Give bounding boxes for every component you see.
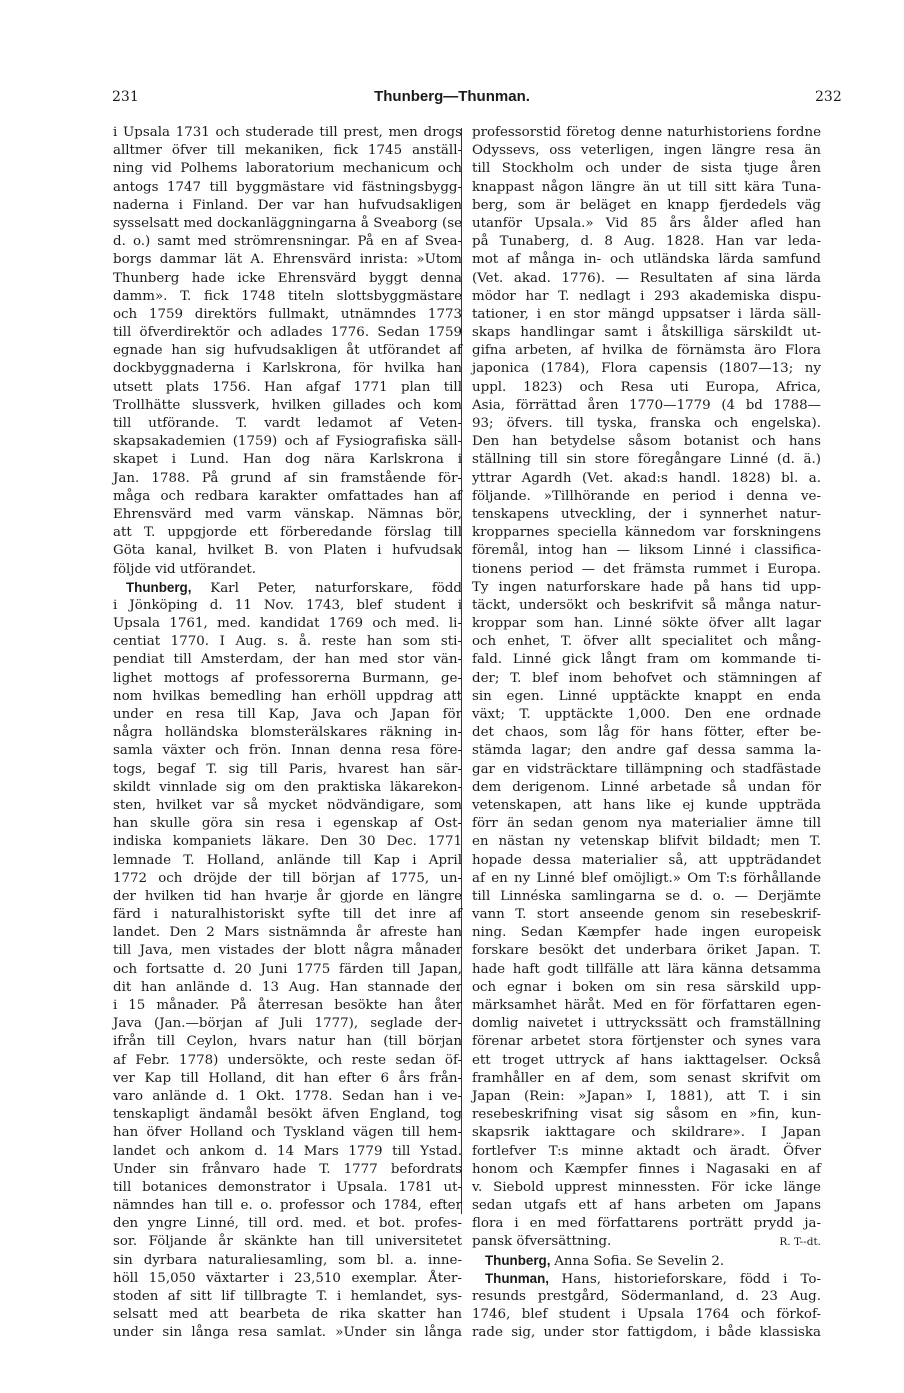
text-line: den yngre Linné, till ord. med. et bot. profes- — [113, 1216, 462, 1232]
text-line: dem derigenom. Linné arbetade så undan för — [472, 779, 821, 795]
text-line: lighet mottogs af professorerna Burmann, ge- — [113, 670, 462, 686]
text-line: nämndes han till e. o. professor och 1784, efter — [113, 1198, 462, 1214]
text-line: och 1759 direktörs fullmakt, utnämndes 1773 — [113, 306, 462, 322]
text-line: mödor har T. nedlagt i 293 akademiska dispu- — [472, 288, 821, 304]
text-line: ställning till sin store föregångare Linné (d. ä.) — [472, 452, 821, 468]
text-line: domlig naivetet i uttryckssätt och framställning — [472, 1016, 821, 1032]
text-line: egnade han sig hufvudsakligen åt utförandet af — [113, 343, 462, 359]
text-line: Ehrensvärd med varm vänskap. Nämnas bör, — [113, 506, 462, 522]
text-line: 1772 och dröjde der till början af 1775, un- — [113, 870, 462, 886]
text-line: och enhet, T. öfver allt specialitet och mång- — [472, 634, 821, 650]
text-line: pendiat till Amsterdam, der han med stor vän- — [113, 652, 462, 668]
text-line: landet och ankom d. 14 Mars 1779 till Ystad. — [113, 1143, 462, 1159]
text-line: föremål, intog han — liksom Linné i classifica- — [472, 543, 821, 559]
entry-text: Anna Sofia. Se Sevelin 2. — [554, 1253, 725, 1269]
text-line: i Upsala 1731 och studerade till prest, men drogs — [113, 125, 462, 140]
text-line: resebeskrifning visat sig såsom en »fin, kun- — [472, 1107, 821, 1123]
text-line: på Tunaberg, d. 8 Aug. 1828. Han var leda- — [472, 234, 821, 250]
text-line: tationer, i en stor mängd uppsatser i lärda säll- — [472, 306, 821, 322]
text-line: under sin långa resa samlat. »Under sin långa — [113, 1325, 462, 1341]
text-line: sedan utgafs ett af hans arbeten om Japans — [472, 1198, 821, 1214]
text-line: (Vet. akad. 1776). — Resultaten af sina lärda — [472, 270, 821, 286]
text-line: d. o.) samt med strömrensningar. På en af Svea- — [113, 234, 462, 250]
text-line: måga och redbara karakter omfattades han af — [113, 488, 462, 504]
text-line: Japan (Rein: »Japan» I, 1881), att T. i sin — [472, 1088, 821, 1104]
text-line: till botanices demonstrator i Upsala. 1781 ut- — [113, 1179, 462, 1195]
text-line: framhåller en af dem, som senast skrifvit om — [472, 1070, 821, 1086]
text-line: ning. Sedan Kæmpfer hade ingen europeisk — [472, 925, 821, 941]
entry-thunberg-karl — [113, 579, 462, 597]
text-line: alltmer öfver till mekaniken, fick 1745 anställ- — [113, 143, 462, 159]
text-line: v. Siebold upprest minnessten. För icke länge — [472, 1179, 821, 1195]
page-number-right: 232 — [815, 89, 842, 105]
text-line: knappast någon längre än ut till sitt kära Tuna- — [472, 179, 821, 195]
text-line: nom hvilkas bemedling han erhöll uppdrag att — [113, 688, 462, 704]
text-line: hopade dessa materialier så, att uppträdandet — [472, 852, 821, 868]
text-line: naderna i Finland. Der var han hufvudsakligen — [113, 197, 462, 213]
text-line: skapsakademien (1759) och af Fysiografiska säll- — [113, 434, 462, 450]
text-line: forskare besökt det underbara öriket Japan. T. — [472, 943, 821, 959]
text-line: Göta kanal, hvilket B. von Platen i hufvudsak — [113, 543, 462, 559]
headword: Thunberg, — [126, 579, 192, 595]
text-line: selsatt med att bearbeta de rika skatter han — [113, 1307, 462, 1323]
text-line: det chaos, som låg för hans fötter, efter be- — [472, 725, 821, 741]
text-line: samla växter och frön. Innan denna resa före- — [113, 743, 462, 759]
text-line: sin dyrbara naturaliesamling, som bl. a. inne- — [113, 1252, 462, 1268]
text-line: mot af många in- och utländska lärda samfund — [472, 252, 821, 268]
text-line: till Java, men vistades der blott några månader — [113, 943, 462, 959]
text-line: tionens period — det främsta rummet i Europa. — [472, 561, 821, 577]
text-line: kroppar som han. Linné sökte öfver allt lagar — [472, 616, 821, 632]
text-line: der; T. blef inom behofvet och stämningen af — [472, 670, 821, 686]
text-line: rade sig, under stor fattigdom, i både klassiska — [472, 1325, 821, 1341]
text-line: till utförande. T. vardt ledamot af Veten- — [113, 416, 462, 431]
text-line: varo anlände d. 1 Okt. 1778. Sedan han i ve- — [113, 1088, 462, 1104]
text-line: togs, begaf T. sig till Paris, hvarest han sär- — [113, 761, 462, 777]
text-line: japonica (1784), Flora capensis (1807—13; ny — [472, 361, 821, 377]
text-line: honom och Kæmpfer finnes i Nagasaki en af — [472, 1161, 821, 1177]
text-line: flora i en med författarens porträtt prydd ja- — [472, 1216, 821, 1232]
text-line: berg, som är beläget en knapp fjerdedels väg — [472, 197, 821, 213]
text-line: ifrån till Ceylon, hvars natur han (till början — [113, 1034, 462, 1050]
text-line: utsett plats 1756. Han afgaf 1771 plan till — [113, 379, 462, 395]
text-line: följande. »Tillhörande en period i denna ve- — [472, 488, 821, 504]
text-line: sin egen. Linné upptäckte knappt en enda — [472, 688, 821, 704]
text-line: Den han betydelse såsom botanist och hans — [472, 434, 821, 450]
text-line: tenskapligt ändamål besökt äfven England, tog — [113, 1107, 462, 1123]
text-line: till Linnéska samlingarna se d. o. — Derjämte — [472, 888, 821, 904]
right-column — [472, 124, 821, 1343]
text-line: han öfver Holland och Tyskland vägen till hem- — [113, 1125, 462, 1141]
text-line: Thunberg hade icke Ehrensvärd byggt denna — [113, 270, 462, 286]
text-line: stämda lagar; den andre gaf dessa samma la- — [472, 743, 821, 759]
text-line: Odyssevs, oss veterligen, ingen längre resa än — [472, 143, 821, 159]
text-line: 1746, blef student i Upsala 1764 och förkof- — [472, 1307, 821, 1323]
entry-text: Karl Peter, naturforskare, född — [191, 580, 462, 596]
text-line: till Stockholm och under de sista tjuge åren — [472, 161, 821, 177]
text-line: förenar arbetet stora förtjenster och synes vara — [472, 1034, 821, 1050]
text-line: Java (Jan.—början af Juli 1777), seglade der- — [113, 1016, 462, 1032]
text-line: några holländska blomsterälskares räkning in- — [113, 725, 462, 741]
text-line: dit han anlände d. 13 Aug. Han stannade der — [113, 979, 462, 995]
text-line: växt; T. upptäckte 1,000. Den ene ordnade — [472, 707, 821, 722]
text-line: Asia, förrättad åren 1770—1779 (4 bd 1788— — [472, 397, 821, 413]
text-line: höll 15,050 växtarter i 23,510 exemplar. Åter- — [113, 1270, 462, 1286]
text-line: indiska kompaniets läkare. Den 30 Dec. 1771 — [113, 834, 462, 850]
entry-thunman — [472, 1270, 821, 1288]
text-line: fortlefver T:s minne aktadt och äradt. Öfver — [472, 1143, 821, 1159]
text-line: färd i naturalhistoriskt syfte till det inre af — [113, 907, 462, 923]
text-line: tenskapens utveckling, der i synnerhet natur- — [472, 506, 821, 522]
text-line: skildt vinnlade sig om den praktiska läkarekon- — [113, 779, 462, 795]
text-line: Trollhätte slussverk, hvilken gillades och kom — [113, 397, 462, 413]
text-line — [472, 1233, 821, 1251]
text-line: uppl. 1823) och Resa uti Europa, Africa, — [472, 379, 821, 395]
text-line: utanför Upsala.» Vid 85 års ålder afled han — [472, 215, 821, 231]
text-line: stoden af sitt lif tillbragte T. i hemlandet, sys- — [113, 1289, 462, 1304]
page-number-left: 231 — [112, 89, 139, 105]
text-line: och fortsatte d. 20 Juni 1775 färden till Japan, — [113, 961, 462, 977]
text-line-body: pansk öfversättning. — [472, 1234, 612, 1250]
text-line: professorstid företog denne naturhistoriens fordne — [472, 125, 821, 140]
author-signature: R. T--dt. — [779, 1236, 821, 1249]
text-line: täckt, undersökt och beskrifvit så många natur- — [472, 597, 821, 613]
headword: Thunman, — [485, 1270, 562, 1286]
text-line: en nästan ny vetenskap blifvit bildadt; men T. — [472, 834, 821, 850]
text-line: ver Kap till Holland, dit han efter 6 års från- — [113, 1070, 462, 1086]
text-line: skapet i Lund. Han dog nära Karlskrona i — [113, 452, 462, 468]
text-line: centiat 1770. I Aug. s. å. reste han som sti- — [113, 634, 462, 650]
text-line: skapsrik iakttagare och skildrare». I Japan — [472, 1125, 821, 1141]
text-line: han skulle göra sin resa i egenskap af Ost- — [113, 816, 462, 832]
text-line: sysselsatt med dockanläggningarna å Sveaborg (se — [113, 215, 462, 231]
text-line: der hvilken tid han hvarje år gjorde en längre — [113, 888, 462, 904]
text-line: förr än sedan genom nya materialier ämne till — [472, 816, 821, 832]
text-line: i 15 månader. På återresan besökte han åter — [113, 998, 462, 1013]
text-line: sten, hvilket var så mycket nödvändigare, som — [113, 797, 462, 813]
text-line: och egnar i boken om sin resa särskild upp- — [472, 979, 821, 995]
text-line: resunds prestgård, Södermanland, d. 23 Aug. — [472, 1289, 821, 1304]
text-line: ning vid Polhems laboratorium mechanicum och — [113, 161, 462, 177]
text-line: antogs 1747 till byggmästare vid fästningsbygg- — [113, 179, 462, 195]
text-line: vann T. stort anseende genom sin resebeskrif- — [472, 907, 821, 923]
headword: Thunberg, — [485, 1252, 555, 1268]
text-line: följde vid utförandet. — [113, 561, 257, 577]
text-line: gar en vidsträcktare tillämpning och stadfästade — [472, 761, 821, 777]
text-line: att T. uppgjorde ett förberedande förslag till — [113, 525, 462, 541]
text-line: sor. Följande år skänkte han till universitetet — [113, 1234, 462, 1250]
text-line: gifna arbeten, af hvilka de förnämsta äro Flora — [472, 343, 821, 359]
text-line: Ty ingen naturforskare hade på hans tid upp- — [472, 579, 821, 595]
text-line: skaps handlingar samt i åtskilliga särskildt ut- — [472, 325, 821, 341]
text-line: vetenskapen, att hans like ej kunde uppträda — [472, 797, 821, 813]
text-line: yttrar Agardh (Vet. akad:s handl. 1828) bl. a. — [472, 470, 821, 486]
text-line: till öfverdirektör och adlades 1776. Sedan 1759 — [113, 325, 462, 341]
text-line: landet. Den 2 Mars sistnämnda år afreste han — [113, 925, 462, 941]
text-line: Jan. 1788. På grund af sin framstående för- — [113, 470, 462, 486]
text-line: ett troget uttryck af hans iakttagelser. Också — [472, 1052, 821, 1068]
text-line: under en resa till Kap, Java och Japan för — [113, 707, 462, 722]
text-line: Under sin frånvaro hade T. 1777 befordrats — [113, 1161, 462, 1177]
text-line: Upsala 1761, med. kandidat 1769 och med. li- — [113, 616, 462, 632]
text-line: af en ny Linné blef omöjligt.» Om T:s förhållande — [472, 870, 821, 886]
running-title: Thunberg—Thunman. — [374, 88, 530, 105]
text-line: dockbyggnaderna i Karlskrona, för hvilka han — [113, 361, 462, 377]
text-line: kropparnes speciella kännedom var forskningens — [472, 525, 821, 541]
entry-text: Hans, historieforskare, född i To- — [561, 1271, 821, 1287]
text-line: af Febr. 1778) undersökte, och reste sedan öf- — [113, 1052, 462, 1068]
left-column — [113, 124, 462, 1343]
text-line: i Jönköping d. 11 Nov. 1743, blef student i — [113, 597, 462, 613]
text-line: 93; öfvers. till tyska, franska och engelska). — [472, 416, 821, 431]
entry-thunberg-anna — [472, 1252, 821, 1270]
text-line: märksamhet häråt. Med en för författaren egen- — [472, 998, 821, 1013]
text-line: fald. Linné gick långt fram om kommande ti- — [472, 652, 821, 668]
text-line: damm». T. fick 1748 titeln slottsbyggmästare — [113, 288, 462, 304]
text-line: borgs dammar lät A. Ehrensvärd inrista: »Utom — [113, 252, 462, 268]
text-line: lemnade T. Holland, anlände till Kap i April — [113, 852, 462, 868]
text-line: hade haft godt tillfälle att lära känna detsamma — [472, 961, 821, 977]
